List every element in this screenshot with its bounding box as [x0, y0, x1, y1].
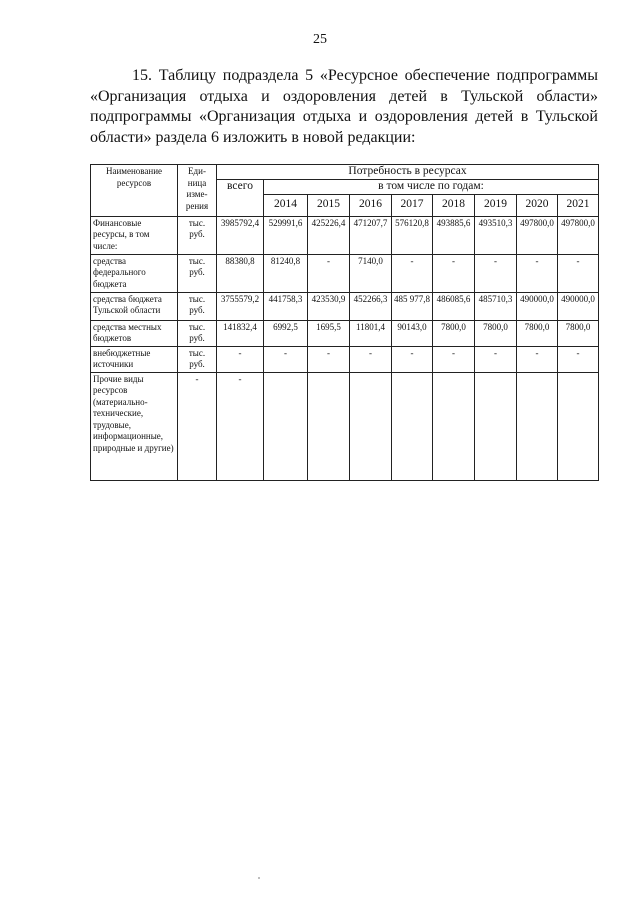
cell-total: 3755579,2 — [217, 292, 264, 320]
table-row — [91, 292, 599, 320]
cell-value: 7140,0 — [350, 254, 392, 292]
cell-unit: тыс. руб. — [178, 292, 217, 320]
cell-value: - — [433, 346, 475, 372]
cell-value: - — [475, 346, 517, 372]
cell-value: 423530,9 — [308, 292, 350, 320]
cell-value: 485 977,8 — [392, 292, 433, 320]
header-year: 2020 — [517, 194, 558, 216]
cell-value: 497800,0 — [558, 216, 599, 254]
cell-value: 529991,6 — [264, 216, 308, 254]
cell-value: 425226,4 — [308, 216, 350, 254]
header-need: Потребность в ресурсах — [217, 165, 599, 180]
header-year: 2017 — [392, 194, 433, 216]
cell-unit: тыс. руб. — [178, 346, 217, 372]
cell-value — [433, 372, 475, 480]
intro-line: «Организация отдыха и оздоровления детей в Тульской области» — [90, 87, 598, 105]
cell-total: 88380,8 — [217, 254, 264, 292]
header-unit: Еди-ница изме-рения — [178, 165, 217, 217]
header-year: 2015 — [308, 194, 350, 216]
cell-value: - — [558, 346, 599, 372]
cell-value: 485710,3 — [475, 292, 517, 320]
cell-unit: тыс. руб. — [178, 216, 217, 254]
cell-value: 6992,5 — [264, 320, 308, 346]
cell-value: - — [517, 346, 558, 372]
cell-value: - — [517, 254, 558, 292]
cell-value: - — [475, 254, 517, 292]
cell-total: - — [217, 372, 264, 480]
cell-value: - — [558, 254, 599, 292]
cell-value: 90143,0 — [392, 320, 433, 346]
cell-name: Финансовые ресурсы, в том числе: — [91, 216, 178, 254]
cell-value — [264, 372, 308, 480]
header-year: 2016 — [350, 194, 392, 216]
cell-value — [517, 372, 558, 480]
cell-value — [350, 372, 392, 480]
cell-value — [475, 372, 517, 480]
cell-name: Прочие виды ресурсов (материально-технические, трудовые, информационные, природные и другие) — [91, 372, 178, 480]
intro-paragraph — [90, 66, 598, 148]
cell-value: - — [392, 254, 433, 292]
cell-unit: - — [178, 372, 217, 480]
table-row — [91, 216, 599, 254]
header-by-years: в том числе по годам: — [264, 180, 599, 195]
cell-value: 493510,3 — [475, 216, 517, 254]
cell-value: 7800,0 — [433, 320, 475, 346]
table-row — [91, 320, 599, 346]
cell-unit: тыс. руб. — [178, 254, 217, 292]
page-number: 25 — [313, 32, 327, 47]
cell-value — [392, 372, 433, 480]
cell-value — [308, 372, 350, 480]
cell-total: 141832,4 — [217, 320, 264, 346]
cell-value: 81240,8 — [264, 254, 308, 292]
table-row — [91, 254, 599, 292]
cell-value: 490000,0 — [558, 292, 599, 320]
header-year: 2018 — [433, 194, 475, 216]
cell-value: - — [308, 346, 350, 372]
table-body — [91, 216, 599, 480]
cell-value: 7800,0 — [475, 320, 517, 346]
header-name: Наименование ресурсов — [91, 165, 178, 217]
scan-speck — [258, 877, 260, 879]
cell-unit: тыс. руб. — [178, 320, 217, 346]
table-row — [91, 346, 599, 372]
cell-value: 486085,6 — [433, 292, 475, 320]
header-year: 2019 — [475, 194, 517, 216]
intro-line: области» раздела 6 изложить в новой редакции: — [90, 128, 416, 146]
cell-value: 1695,5 — [308, 320, 350, 346]
cell-value: 11801,4 — [350, 320, 392, 346]
intro-line: подпрограммы «Организация отдыха и оздоровления детей в Тульской — [90, 108, 598, 125]
cell-name: внебюджетные источники — [91, 346, 178, 372]
cell-value: 471207,7 — [350, 216, 392, 254]
cell-name: средства федерального бюджета — [91, 254, 178, 292]
cell-value: 441758,3 — [264, 292, 308, 320]
header-year: 2014 — [264, 194, 308, 216]
cell-value: 7800,0 — [517, 320, 558, 346]
cell-total: 3985792,4 — [217, 216, 264, 254]
cell-value: - — [308, 254, 350, 292]
cell-value: 452266,3 — [350, 292, 392, 320]
header-total: всего — [217, 180, 264, 217]
cell-name: средства местных бюджетов — [91, 320, 178, 346]
cell-value: - — [392, 346, 433, 372]
cell-value: 490000,0 — [517, 292, 558, 320]
resources-table — [90, 164, 599, 481]
table-row — [91, 372, 599, 480]
intro-line: 15. Таблицу подраздела 5 «Ресурсное обеспечение подпрограммы — [132, 67, 598, 84]
cell-value: - — [264, 346, 308, 372]
cell-value: - — [433, 254, 475, 292]
cell-value: - — [350, 346, 392, 372]
cell-value — [558, 372, 599, 480]
header-year: 2021 — [558, 194, 599, 216]
cell-value: 7800,0 — [558, 320, 599, 346]
cell-value: 493885,6 — [433, 216, 475, 254]
cell-value: 576120,8 — [392, 216, 433, 254]
cell-value: 497800,0 — [517, 216, 558, 254]
cell-total: - — [217, 346, 264, 372]
cell-name: средства бюджета Тульской области — [91, 292, 178, 320]
